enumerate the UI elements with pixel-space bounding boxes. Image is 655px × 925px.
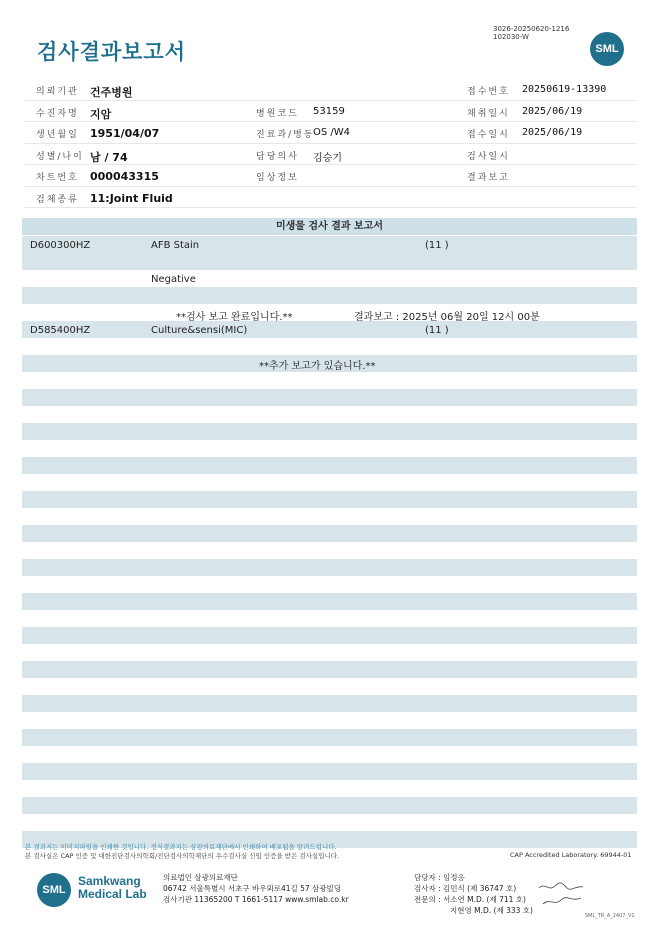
field-label: 병원코드 <box>256 108 299 119</box>
grid-band <box>22 321 637 338</box>
form-number: SML_TR_A_2407_V1 <box>585 913 635 919</box>
lab-logo: SML <box>37 873 71 907</box>
field-label: 결과보고 <box>467 173 510 183</box>
grid-band <box>22 593 637 610</box>
field-value: 1951/04/07 <box>90 127 160 140</box>
field-value: 20250619-13390 <box>522 84 607 95</box>
test-result: Negative <box>151 274 196 285</box>
field-label: 의뢰기관 <box>36 87 79 97</box>
field-value: OS /W4 <box>313 127 351 138</box>
field-value: 지암 <box>90 107 112 121</box>
sml-logo: SML <box>590 32 624 66</box>
field-label: 접수번호 <box>467 87 510 97</box>
field-label: 수진자명 <box>36 108 79 119</box>
field-label: 검체종류 <box>36 194 79 205</box>
test-name: AFB Stain <box>151 240 200 251</box>
field-value: 000043315 <box>90 170 159 183</box>
grid-band <box>22 763 637 780</box>
specimen-code: (11 ) <box>425 325 449 336</box>
field-label: 임상정보 <box>256 173 299 183</box>
grid-band <box>22 457 637 474</box>
field-value: 건주병원 <box>90 86 133 99</box>
field-value: 2025/06/19 <box>522 105 583 117</box>
grid-band <box>22 661 637 678</box>
info-row <box>25 144 637 166</box>
grid-band <box>22 491 637 508</box>
field-label: 생년월일 <box>36 130 79 140</box>
grid-band <box>22 389 637 406</box>
field-value: 53159 <box>313 105 345 117</box>
test-code: D600300HZ <box>30 240 91 251</box>
field-label: 검사일시 <box>467 151 510 162</box>
cap-accreditation: CAP Accredited Laboratory. 69944-01 <box>510 851 632 859</box>
document-number: 3026-20250620-1216 102030-W <box>493 25 570 41</box>
print-notice: 본 결과지는 이미지파일을 인쇄한 것입니다. 정식결과지는 삼광의료재단에서 인쇄하여 배포됨을 알려드립니다. <box>25 843 337 851</box>
grid-band <box>22 236 637 253</box>
grid-band <box>22 729 637 746</box>
report-title: 검사결과보고서 <box>37 40 187 64</box>
field-label: 담당의사 <box>256 151 299 162</box>
field-label: 접수일시 <box>467 130 510 140</box>
field-label: 채취일시 <box>467 108 510 119</box>
grid-band <box>22 287 637 304</box>
grid-band <box>22 253 637 270</box>
info-row <box>25 101 637 123</box>
grid-band <box>22 797 637 814</box>
signature-image <box>537 880 587 910</box>
report-time: 결과보고 : 2025년 06월 20일 12시 00분 <box>354 312 540 323</box>
accreditation-notice: 본 검사실은 CAP 인증 및 대한진단검사의학회/진단검사의학재단의 우수검사실 신임 인증을 받은 검사실입니다. <box>25 852 340 860</box>
grid-band <box>22 423 637 440</box>
staff-list: 담당자 : 임정응 검사자 : 김민식 (제 36747 호) 전문의 : 서소연 M.D. (제 711 호) 지현영 M.D. (제 333 호) <box>414 873 533 915</box>
info-row <box>25 79 637 101</box>
info-row <box>25 165 637 187</box>
field-value: 11:Joint Fluid <box>90 191 173 205</box>
field-value: 2025/06/19 <box>522 127 583 138</box>
field-value: 남 / 74 <box>90 150 128 164</box>
grid-band <box>22 627 637 644</box>
field-label: 성별/나이 <box>36 151 84 162</box>
specimen-code: (11 ) <box>425 240 449 251</box>
grid-band <box>22 695 637 712</box>
complete-message: **검사 보고 완료입니다.** <box>176 312 293 323</box>
field-value: 김승기 <box>313 152 342 164</box>
section-title: 미생물 검사 결과 보고서 <box>22 218 637 235</box>
additional-message: **추가 보고가 있습니다.** <box>259 361 376 372</box>
lab-address: 의료법인 삼광의료재단 06742 서울특별시 서초구 바우뫼로41길 57 삼광빌딩 검사기관 11365200 T 1661-5117 www.smlab.co.kr <box>163 873 349 904</box>
field-label: 진료과/병동 <box>256 130 315 140</box>
test-code: D585400HZ <box>30 325 91 336</box>
lab-name: Samkwang Medical Lab <box>78 874 147 901</box>
grid-band <box>22 525 637 542</box>
field-label: 차트번호 <box>36 173 79 183</box>
test-name: Culture&sensi(MIC) <box>151 325 248 336</box>
info-row <box>25 187 637 209</box>
grid-band <box>22 559 637 576</box>
info-row <box>25 122 637 144</box>
patient-info-table <box>25 79 637 208</box>
